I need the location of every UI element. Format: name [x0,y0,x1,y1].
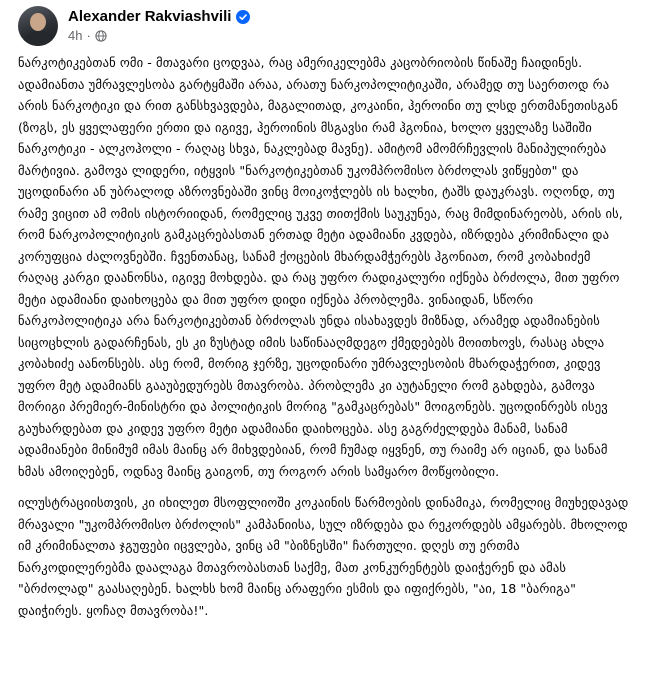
author-name-row [68,8,250,26]
separator-dot: · [86,28,91,43]
author-name[interactable]: Alexander Rakviashvili [68,8,232,25]
globe-icon[interactable] [95,30,107,42]
author-avatar[interactable] [18,6,58,46]
post-timestamp[interactable]: 4h [68,28,83,43]
verified-badge-icon [236,10,250,24]
post-paragraph-2: ილუსტრაციისთვის, კი იხილეთ მსოფლიოში კოკაინის წარმოების დინამიკა, რომელიც მიუხედავად მრავალი "უკომპრომისო ბრძოლის" კამპანიისა, სულ იზრდება და რეკორდებს ამყარებს. მხოლოდ იმ კრიმინალთა ჯგუფები იცვლება, ვინც ამ "ბიზნესში" ჩართული. დღეს თუ ერთმა ნარკოდილერებმა დაალაგა მთავრობასთან საქმე, მათ კონკურენტებს დაიჭერენ და ამას "ბრძოლად" გაასაღებენ. ხალხს ხომ მაინც არაფერი ესმის და იფიქრებს, "აი, 18 "ბარიგა" დაიჭირეს. ყოჩაღ მთავრობა!". [18,495,629,618]
author-meta [68,8,250,44]
post-body [18,52,633,621]
post-header [18,0,633,52]
post-paragraph-1: ნარკოტიკებთან ომი - მთავარი ცოდვაა, რაც ამერიკელებმა კაცობრიობის წინაშე ჩაიდინეს. ადამიანთა უმრავლესობა გარტყმაში არაა, არათუ ნარკოპოლიტიკაში, არამედ თუ საერთოდ რა არის ნარკოტიკი და რით განსხვავდება, მაგალითად, კოკაინი, ჰეროინი თუ ლსდ ერთმანეთისგან (ზოგს, ეს ყველაფერი ერთი და იგივე, ჰეროინის მსგავსი რამ ჰგონია, ხოლო ყველაზე საშიში ნარკოტიკი - ალკოჰოლი - რაღაც სხვა, ნაკლებად მავნე). ამიტომ ამომრჩევლის მანიპულირება მარტივია. გამოვა ლიდერი, იტყვის "ნარკოტიკებთან უკომპრომისო ბრძოლას ვიწყებთ" და უცოდინარი ან უბრალოდ აზროვნებაში ვინც მოიკოჭლებს ის ხალხი, ტაშს დაუკრავს. ოღონდ, თუ რამე ვიცით ამ ომის ისტორიიდან, რომელიც უკვე თითქმის საუკუნეა, რაც მიმდინარეობს, არის ის, რომ ნარკოპოლიტიკის გამკაცრებასთან ერთად მეტი ადამიანი კვდება, იზრდება კრიმინალი და კორუფცია ძალოვნებში. ჩვენთანაც, სანამ ქოცების მხარდამჭერებს ჰგონიათ, რომ კობახიძემ რაღაც კარგი დაანონსა, იგივე მოხდება. და რაც უფრო რადიკალური იქნება ბრძოლა, მით უფრო მეტი ადამიანი დაიხოცება და მით უფრო დიდი იქნება პრობლემა. ვინაიდან, სწორი ნარკოპოლიტიკა არა ნარკოტიკებთან ბრძოლას უნდა ისახავდეს მიზნად, არამედ ადამიანების სიცოცხლის გადარჩენას, ეს კი ზუსტად იმის საწინააღმდეგო ქმედებებს მოითხოვს, რასაც ახლა კობახიძე აანონსებს. ასე რომ, მორიგ ჯერზე, უცოდინარი უმრავლესობის მხარდაჭერით, კიდევ უფრო მეტ ადამიანს გააუბედურებს მთავრობა. პრობლემა კი აუტანელი რომ გახდება, გამოვა მორიგი პრემიერ-მინისტრი და პოლიტიკის მორიგ "გამკაცრებას" მოიგონებს. უცოდინრებს ისევ გაუხარდებათ და კიდევ უფრო მეტი ადამიანი დაიხოცება. ასე გაგრძელდება მანამ, სანამ ადამიანები მინიმუმ იმას მაინც არ მიხვდებიან, რომ ჩუმად იყვნენ, თუ რაიმე არ იციან, და სანამ ხმას ამოიღებენ, ოდნავ მაინც გაიგონ, თუ როგორ არის სამყარო მოწყობილი. [18,55,623,479]
post-sub-row [68,28,250,44]
